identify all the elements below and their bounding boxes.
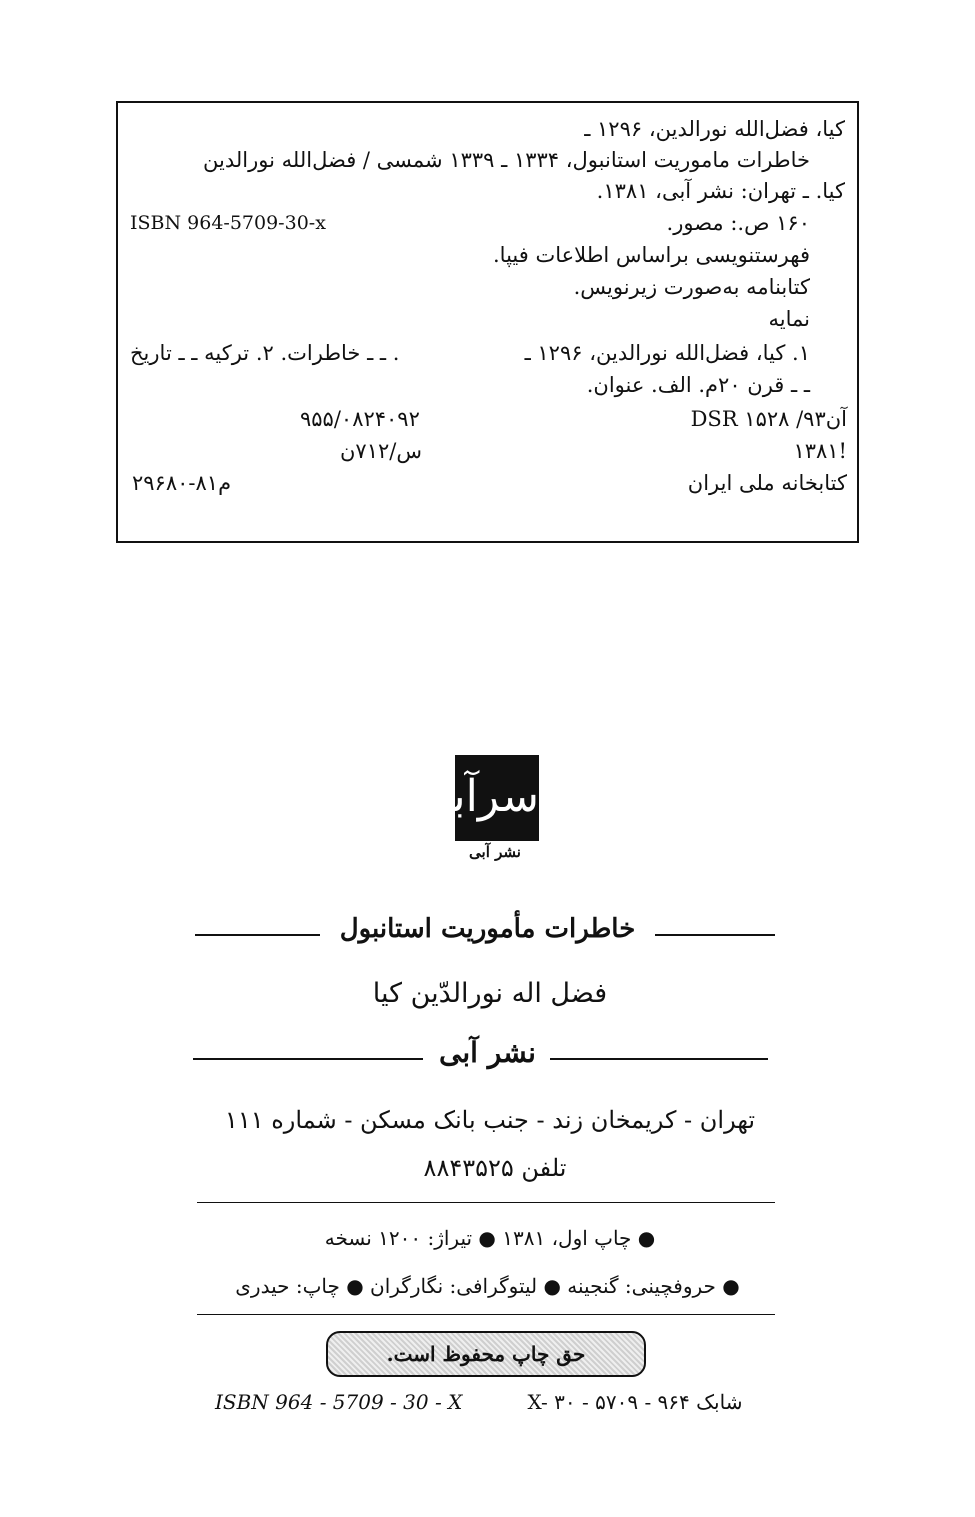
catalog-cutter: س/۷۱۲ن bbox=[340, 439, 422, 463]
edition-line: ● چاپ اول، ۱۳۸۱ ● تیراژ: ۱۲۰۰ نسخه bbox=[324, 1226, 656, 1250]
catalog-line-7: نمایه bbox=[768, 307, 810, 331]
logo-caption: نشر آبی bbox=[469, 843, 521, 861]
publisher-logo bbox=[416, 755, 539, 841]
separator-bottom bbox=[197, 1314, 775, 1315]
publisher-address: تهران - کریمخان زند - جنب بانک مسکن - شماره ۱۱۱ bbox=[224, 1106, 756, 1134]
book-title: خاطرات مأموریت استانبول bbox=[339, 914, 636, 944]
catalog-line-5: فهرستنویسی براساس اطلاعات فیپا. bbox=[493, 243, 810, 267]
catalog-isbn: ISBN 964-5709-30-x bbox=[130, 212, 326, 234]
book-author: فضل اله نورالدّین کیا bbox=[372, 978, 608, 1009]
catalog-line-8: ۱. کیا، فضل‌الله نورالدین، ۱۲۹۶ ـ bbox=[524, 341, 810, 365]
publisher-name: نشر آبی bbox=[439, 1036, 536, 1069]
title-rule-right bbox=[655, 934, 775, 936]
catalog-line-6: کتابنامه به‌صورت زیرنویس. bbox=[573, 275, 810, 299]
catalog-line-4: ۱۶۰ ص.: مصور. bbox=[666, 211, 810, 235]
logo-mark: سرآبی bbox=[416, 771, 539, 822]
catalog-classification: DSR ۱۵۲۸ /۹آن۳ bbox=[690, 407, 847, 431]
catalog-national-number: م۸۱-۲۹۶۸۰ bbox=[132, 471, 232, 495]
publisher-phone: تلفن ۸۸۴۳۵۲۵ bbox=[423, 1154, 567, 1182]
title-rule-left bbox=[195, 934, 320, 936]
catalog-dewey: ۹۵۵/۰۸۲۴۰۹۲ bbox=[300, 407, 420, 431]
catalog-library: کتابخانه ملی ایران bbox=[687, 471, 847, 495]
publisher-rule-right bbox=[550, 1058, 768, 1060]
isbn-latin: ISBN 964 - 5709 - 30 - X bbox=[215, 1390, 463, 1414]
isbn-persian: شابک X- ۳۰ - ۵۷۰۹ - ۹۶۴ bbox=[527, 1390, 743, 1414]
catalog-line-2: خاطرات ماموریت استانبول، ۱۳۳۴ ـ ۱۳۳۹ شمسی / فضل‌الله نورالدین bbox=[203, 148, 810, 172]
copyright-box bbox=[326, 1331, 646, 1377]
catalog-line-9: . ـ ـ خاطرات. ۲. ترکیه ـ ـ تاریخ bbox=[130, 341, 400, 365]
copyright-notice: حق چاپ محفوظ است. bbox=[386, 1342, 586, 1366]
publisher-rule-left bbox=[193, 1058, 423, 1060]
catalog-line-10: ـ ـ قرن ۲۰م. الف. عنوان. bbox=[586, 373, 810, 397]
separator-top bbox=[197, 1202, 775, 1203]
production-line: ● حروفچینی: گنجینه ● لیتوگرافی: نگارگران ● چاپ: حیدری bbox=[235, 1274, 740, 1298]
catalog-line-1: کیا، فضل‌الله نورالدین، ۱۲۹۶ ـ bbox=[584, 117, 845, 141]
catalog-year: ۱۳۸۱! bbox=[793, 439, 847, 463]
catalog-line-3: کیا. ـ تهران: نشر آبی، ۱۳۸۱. bbox=[596, 179, 845, 203]
